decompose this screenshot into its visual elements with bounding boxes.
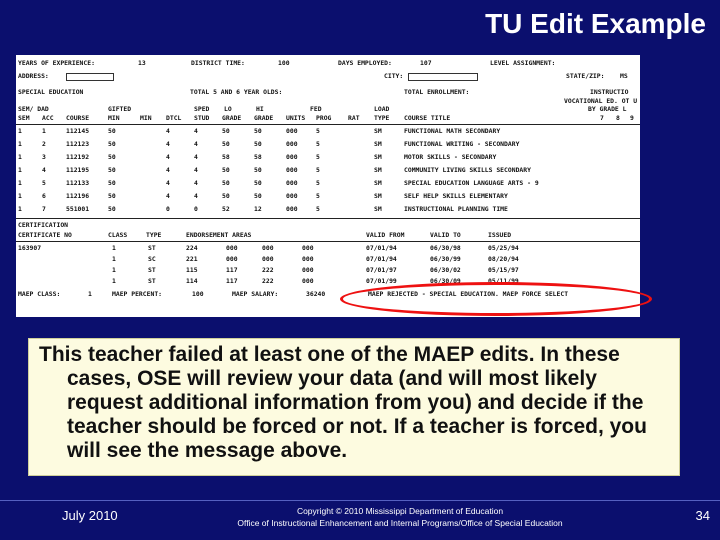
cert-cell: 06/30/09 [430,277,461,285]
course-cell: 50 [254,166,262,174]
course-cell: 58 [222,153,230,161]
vocational-label: VOCATIONAL ED. OT U [564,97,638,105]
h-grade2: GRADE [254,114,274,122]
course-cell: 50 [222,179,230,187]
maep-class-label: MAEP CLASS: [18,290,61,298]
course-cell: 112123 [66,140,90,148]
cert-cell: 1 [112,255,116,263]
caption-text: This teacher failed at least one of the MAEP edits. In these cases, OSE will review your data (and will most likely request additional information from you) and decide if the teacher should be forced or not. If a teacher is forced, you will see the message above. [39,343,647,462]
level-label: LEVEL ASSIGNMENT: [490,59,556,67]
cert-cell: ST [148,277,156,285]
course-cell: 5 [42,179,46,187]
footer-copyright [190,505,610,529]
col-lo: LO [224,105,232,113]
col-sem-dad: SEM/ DAD [18,105,49,113]
course-cell: SM [374,205,382,213]
h-course-title: COURSE TITLE [404,114,451,122]
maep-message: MAEP REJECTED - SPECIAL EDUCATION. MAEP FORCE SELECT [368,290,569,298]
office-text: Office of Instructional Enhancement and Internal Programs/Office of Special Education [237,518,563,528]
ch-valid-to: VALID TO [430,231,461,239]
cert-cell: 117 [226,277,238,285]
address-field[interactable] [66,73,114,81]
course-cell: 50 [254,140,262,148]
course-cell: COMMUNITY LIVING SKILLS SECONDARY [404,166,531,174]
course-cell: 4 [42,166,46,174]
h-dtcl: DTCL [166,114,182,122]
course-cell: 1 [18,205,22,213]
course-cell: 12 [254,205,262,213]
course-cell: 4 [166,192,170,200]
course-row [16,127,640,138]
city-field[interactable] [408,73,478,81]
cert-cell: 05/15/97 [488,266,519,274]
cert-cell: 1 [112,277,116,285]
course-cell: 1 [18,140,22,148]
cert-cell: 221 [186,255,198,263]
course-cell: MOTOR SKILLS - SECONDARY [404,153,497,161]
divider [16,241,640,242]
course-cell: 5 [316,127,320,135]
course-cell: 4 [166,127,170,135]
years-label: YEARS OF EXPERIENCE: [18,59,95,67]
cert-cell: 222 [262,266,274,274]
h-rat: RAT [348,114,360,122]
course-cell: 112196 [66,192,90,200]
course-cell: 50 [254,179,262,187]
cert-cell: 000 [302,266,314,274]
cert-title: CERTIFICATION [18,221,69,229]
course-cell: 1 [18,192,22,200]
footer-divider [0,500,720,501]
course-cell: 52 [222,205,230,213]
course-cell: 3 [42,153,46,161]
days-value: 107 [420,59,432,67]
h-g8: 8 [616,114,620,122]
maep-salary-label: MAEP SALARY: [232,290,279,298]
cert-cell: 000 [226,244,238,252]
state-value: MS [620,72,628,80]
cert-row [16,266,640,277]
course-cell: 50 [254,127,262,135]
course-cell: SM [374,179,382,187]
course-cell: 4 [194,140,198,148]
h-course: COURSE [66,114,90,122]
h-prog: PROG [316,114,332,122]
course-row [16,205,640,216]
page-number: 34 [695,508,710,523]
total-label: TOTAL 5 AND 6 YEAR OLDS: [190,88,283,96]
course-cell: 50 [108,205,116,213]
cert-cell: 000 [302,255,314,263]
divider [16,124,640,125]
h-g9: 9 [630,114,634,122]
course-cell: 5 [316,192,320,200]
course-cell: 5 [316,166,320,174]
course-cell: 4 [194,179,198,187]
course-cell: 50 [222,140,230,148]
ch-type: TYPE [146,231,162,239]
course-cell: 4 [166,140,170,148]
course-cell: 000 [286,140,298,148]
address-row [16,72,640,83]
course-cell: 5 [316,179,320,187]
h-grade: GRADE [222,114,242,122]
course-cell: 1 [18,179,22,187]
h-min2: MIN [140,114,152,122]
course-cell: 4 [166,166,170,174]
course-cell: SELF HELP SKILLS ELEMENTARY [404,192,508,200]
h-units: UNITS [286,114,306,122]
course-cell: 0 [166,205,170,213]
col-fed: FED [310,105,322,113]
course-cell: 000 [286,166,298,174]
course-cell: 000 [286,153,298,161]
course-cell: INSTRUCTIONAL PLANNING TIME [404,205,508,213]
col-sped: SPED [194,105,210,113]
course-cell: 50 [222,127,230,135]
course-cell: 4 [194,127,198,135]
divider [16,218,640,219]
cert-row [16,255,640,266]
course-cell: SPECIAL EDUCATION LANGUAGE ARTS - 9 [404,179,539,187]
maep-class-value: 1 [88,290,92,298]
course-cell: 5 [316,140,320,148]
course-cell: 4 [166,179,170,187]
years-value: 13 [138,59,146,67]
col-load: LOAD [374,105,390,113]
course-cell: 1 [42,127,46,135]
maep-percent-value: 100 [192,290,204,298]
course-cell: 58 [254,153,262,161]
cert-cell: 07/01/94 [366,255,397,263]
cert-cell: 000 [302,277,314,285]
course-cell: 50 [108,166,116,174]
course-cell: 000 [286,205,298,213]
ch-valid-from: VALID FROM [366,231,405,239]
course-cell: SM [374,166,382,174]
course-cell: 4 [194,192,198,200]
cert-cell: 07/01/97 [366,266,397,274]
course-cell: 50 [108,140,116,148]
days-label: DAYS EMPLOYED: [338,59,392,67]
col-hi: HI [256,105,264,113]
experience-row [16,59,640,70]
course-cell: 50 [108,127,116,135]
district-value: 100 [278,59,290,67]
state-label: STATE/ZIP: [566,72,605,80]
course-cell: 551001 [66,205,90,213]
course-cell: 50 [108,179,116,187]
course-cell: 5 [316,153,320,161]
course-cell: 112145 [66,127,90,135]
cert-cell: 08/20/94 [488,255,519,263]
cert-cell: 000 [226,255,238,263]
cert-cell: 05/25/94 [488,244,519,252]
record-screen [16,55,640,317]
course-cell: 0 [194,205,198,213]
copyright-text: Copyright © 2010 Mississippi Department of Education [296,506,504,516]
cert-cell: 222 [262,277,274,285]
course-cell: 1 [18,166,22,174]
instruction-label: INSTRUCTIO [590,88,629,96]
course-cell: 2 [42,140,46,148]
ch-issued: ISSUED [488,231,512,239]
course-cell: SM [374,140,382,148]
course-cell: 6 [42,192,46,200]
slide-title: TU Edit Example [485,8,706,39]
cert-cell: 000 [262,244,274,252]
caption-box [28,338,680,476]
course-cell: 50 [222,166,230,174]
course-row [16,166,640,177]
enrollment-label: TOTAL ENROLLMENT: [404,88,470,96]
col-by-grade: BY GRADE L [588,105,627,113]
course-row [16,179,640,190]
course-cell: 7 [42,205,46,213]
h-type: TYPE [374,114,390,122]
course-row [16,153,640,164]
cert-cell: 163907 [18,244,42,252]
course-cell: 4 [194,166,198,174]
course-cell: 000 [286,127,298,135]
col-gifted: GIFTED [108,105,132,113]
course-row [16,192,640,203]
ch-endorsement: ENDORSEMENT AREAS [186,231,252,239]
cert-cell: 1 [112,266,116,274]
course-cell: SM [374,127,382,135]
course-cell: 112133 [66,179,90,187]
cert-cell: 1 [112,244,116,252]
cert-cell: 06/30/98 [430,244,461,252]
cert-cell: 06/30/99 [430,255,461,263]
course-cell: 4 [166,153,170,161]
course-cell: 50 [254,192,262,200]
h-stud: STUD [194,114,210,122]
course-cell: FUNCTIONAL WRITING - SECONDARY [404,140,520,148]
course-cell: 50 [108,192,116,200]
course-cell: 112192 [66,153,90,161]
course-cell: 000 [286,192,298,200]
course-cell: 000 [286,179,298,187]
cert-cell: ST [148,266,156,274]
ch-class: CLASS [108,231,128,239]
address-label: ADDRESS: [18,72,49,80]
cert-cell: 114 [186,277,198,285]
course-row [16,140,640,151]
course-cell: SM [374,192,382,200]
cert-cell: 115 [186,266,198,274]
cert-cell: 117 [226,266,238,274]
district-label: DISTRICT TIME: [191,59,245,67]
cert-cell: 07/01/94 [366,244,397,252]
course-cell: 1 [18,153,22,161]
ch-certno: CERTIFICATE NO [18,231,72,239]
course-cell: 4 [194,153,198,161]
course-cell: 50 [108,153,116,161]
course-cell: FUNCTIONAL MATH SECONDARY [404,127,501,135]
maep-salary-value: 36240 [306,290,326,298]
course-cell: 112195 [66,166,90,174]
course-cell: 5 [316,205,320,213]
h-min: MIN [108,114,120,122]
cert-cell: 000 [302,244,314,252]
cert-cell: ST [148,244,156,252]
cert-cell: 05/11/99 [488,277,519,285]
maep-percent-label: MAEP PERCENT: [112,290,163,298]
course-cell: SM [374,153,382,161]
h-sem: SEM [18,114,30,122]
h-g7: 7 [600,114,604,122]
cert-cell: 000 [262,255,274,263]
highlight-oval [340,282,652,316]
cert-cell: 224 [186,244,198,252]
footer-date: July 2010 [62,508,118,523]
cert-cell: 07/01/99 [366,277,397,285]
cert-row [16,244,640,255]
cert-cell: 06/30/02 [430,266,461,274]
course-cell: 50 [222,192,230,200]
city-label: CITY: [384,72,404,80]
h-acc: ACC [42,114,54,122]
cert-cell: SC [148,255,156,263]
course-cell: 1 [18,127,22,135]
sped-label: SPECIAL EDUCATION [18,88,84,96]
